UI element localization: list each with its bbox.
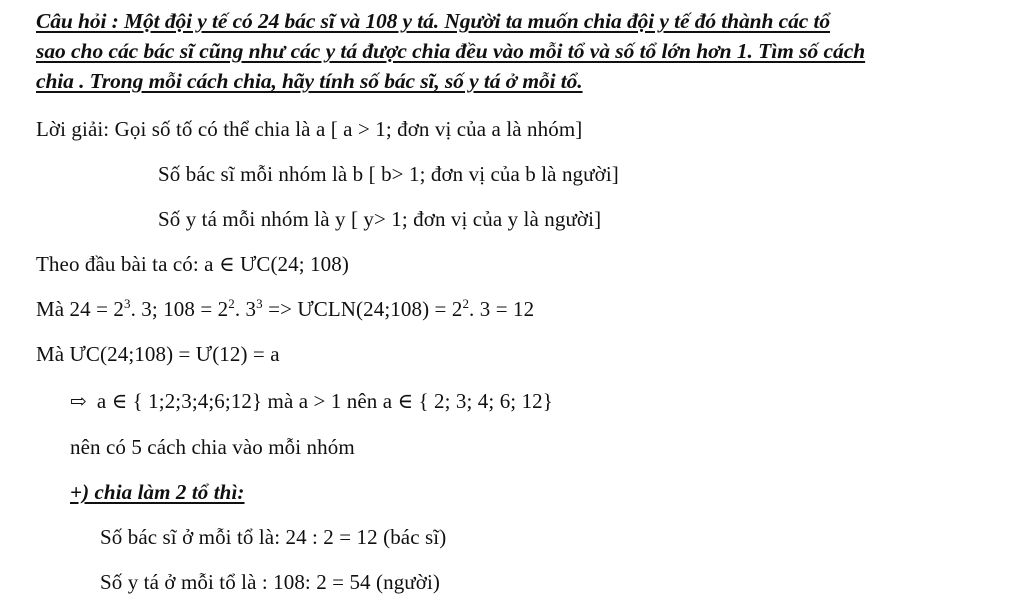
- factorization-exponent-2: 2: [228, 296, 235, 311]
- factorization-prefix: Mà 24 = 2: [36, 297, 124, 321]
- conclusion-line: [70, 388, 553, 415]
- given-condition-line: Theo đầu bài ta có: a ∈ ƯC(24; 108): [36, 252, 349, 276]
- factorization-exponent-3: 3: [256, 296, 263, 311]
- conclusion-text: a ∈ { 1;2;3;4;6;12} mà a > 1 nên a ∈ { 2; 3; 4; 6; 12}: [96, 389, 553, 413]
- factorization-exponent-4: 2: [462, 296, 470, 311]
- question-line-2: sao cho các bác sĩ cũng như các y tá được chia đều vào mỗi tổ và số tổ lớn hơn 1. Tìm số cách: [36, 39, 866, 63]
- factorization-mid-1: . 3; 108 = 2: [130, 297, 229, 321]
- case-nurses-line: Số y tá ở mỗi tổ là : 108: 2 = 54 (người): [100, 570, 441, 594]
- question-line-1: Câu hỏi : Một đội y tế có 24 bác sĩ và 108 y tá. Người ta muốn chia đội y tế đó thành các tổ: [36, 9, 830, 33]
- case-doctors-line: Số bác sĩ ở mỗi tổ là: 24 : 2 = 12 (bác sĩ): [100, 525, 447, 549]
- factorization-mid-4: . 3 = 12: [469, 297, 535, 321]
- definition-doctors-line: Số bác sĩ mỗi nhóm là b [ b> 1; đơn vị của b là người]: [158, 162, 619, 186]
- question-line-3: chia . Trong mỗi cách chia, hãy tính số bác sĩ, số y tá ở mỗi tổ.: [36, 69, 583, 93]
- common-divisors-line: Mà ƯC(24;108) = Ư(12) = a: [36, 342, 280, 366]
- solution-intro-line: Lời giải: Gọi số tố có thể chia là a [ a > 1; đơn vị của a là nhóm]: [36, 117, 583, 141]
- definition-nurses-line: Số y tá mỗi nhóm là y [ y> 1; đơn vị của y là người]: [158, 207, 602, 231]
- factorization-mid-3: => ƯCLN(24;108) = 2: [262, 297, 463, 321]
- factorization-exponent-1: 3: [124, 296, 131, 311]
- number-of-ways-line: nên có 5 cách chia vào mỗi nhóm: [70, 435, 355, 459]
- question-block: [36, 6, 976, 96]
- case-heading: +) chia làm 2 tổ thì:: [70, 480, 245, 504]
- right-arrow-icon: ⇨: [70, 391, 87, 413]
- factorization-mid-2: . 3: [234, 297, 257, 321]
- factorization-line: [36, 296, 534, 322]
